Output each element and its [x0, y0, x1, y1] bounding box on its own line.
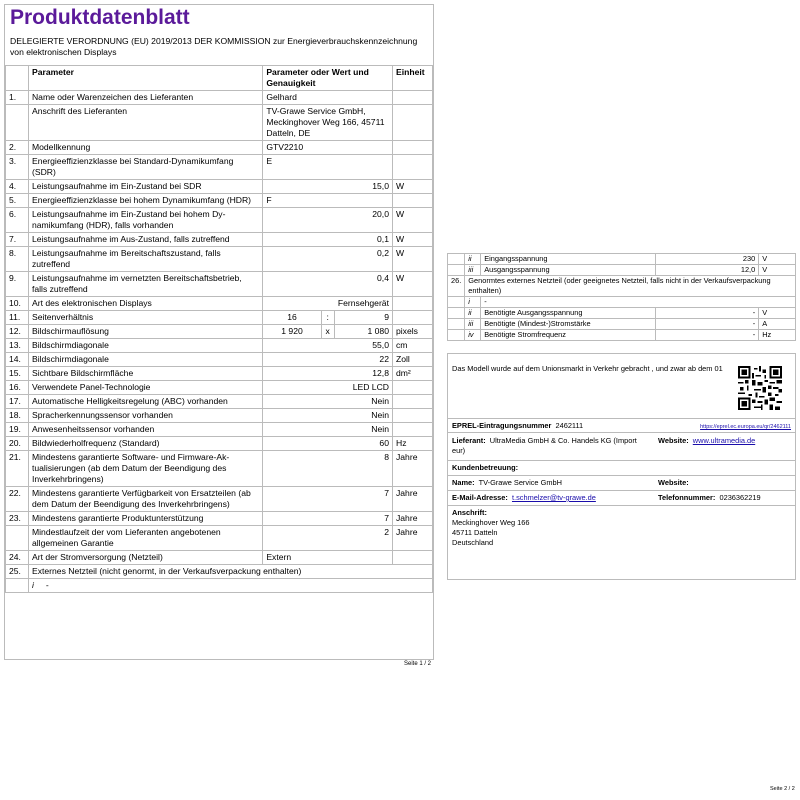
- row-roman: ii: [465, 308, 481, 319]
- table-row: [6, 395, 433, 409]
- row-parameter: Bildschirmdiagonale: [28, 339, 262, 353]
- row-parameter: Genormtes externes Netzteil (oder geeignetes Netzteil, falls nicht in der Verkaufsverpackung enthalten): [465, 276, 796, 297]
- row-parameter: Leistungsaufnahme im Ein-Zustand bei SDR: [28, 180, 262, 194]
- row-number: 13.: [6, 339, 29, 353]
- service-website: [658, 478, 689, 488]
- divider: [448, 418, 795, 419]
- table-row: [6, 155, 433, 180]
- row-unit: Jahre: [392, 512, 432, 526]
- table-row: [6, 451, 433, 487]
- table-row: [448, 319, 796, 330]
- row-value: 15,0: [263, 180, 393, 194]
- row-unit: [392, 551, 432, 565]
- table-row: [448, 254, 796, 265]
- customer-service-heading: Kundenbetreuung:: [452, 463, 519, 472]
- row-unit: [392, 155, 432, 180]
- header-parameter: Parameter: [28, 66, 262, 91]
- row-value: E: [263, 155, 393, 180]
- table-row: [6, 565, 433, 579]
- row-number: 10.: [6, 297, 29, 311]
- divider: [448, 490, 795, 491]
- divider: [448, 505, 795, 506]
- website2-label: Website:: [658, 478, 689, 487]
- row-number: [448, 254, 465, 265]
- table-row: [6, 105, 433, 141]
- row-parameter: Modellkennung: [28, 141, 262, 155]
- row-number: 4.: [6, 180, 29, 194]
- table-row: [6, 339, 433, 353]
- row-value: F: [263, 194, 393, 208]
- row-unit: Hz: [759, 330, 796, 341]
- divider: [448, 432, 795, 433]
- row-number: 16.: [6, 381, 29, 395]
- row-unit: [392, 105, 432, 141]
- row-parameter: Externes Netzteil (nicht genormt, in der Verkaufsverpackung enthalten): [28, 565, 432, 579]
- row-number: 7.: [6, 233, 29, 247]
- qr-code-icon[interactable]: [738, 366, 782, 410]
- row-roman: i: [465, 297, 481, 308]
- row-number: 25.: [6, 565, 29, 579]
- row-value: Gelhard: [263, 91, 393, 105]
- row-unit: [392, 297, 432, 311]
- row-number: 20.: [6, 437, 29, 451]
- row-value: 8: [263, 451, 393, 487]
- row-number: 19.: [6, 423, 29, 437]
- row-parameter: Mindestlaufzeit der vom Lieferanten angebotenen allgemeinen Garantie: [28, 526, 262, 551]
- row-parameter: Mindestens garantierte Verfügbarkeit von Ersatzteilen (ab dem Datum der Beendigung des Inverkehrbringens): [28, 487, 262, 512]
- row-roman: ii: [465, 254, 481, 265]
- row-unit: Jahre: [392, 526, 432, 551]
- table-row: [6, 272, 433, 297]
- row-value-part: :: [321, 311, 334, 324]
- row-unit: V: [759, 308, 796, 319]
- address-line-1: Meckinghover Weg 166: [452, 518, 530, 527]
- phone-value: 0236362219: [719, 493, 761, 502]
- row-parameter: Verwendete Panel-Technologie: [28, 381, 262, 395]
- eprel-number: [452, 421, 583, 431]
- row-value: Nein: [263, 423, 393, 437]
- row-parameter: Art des elektronischen Displays: [28, 297, 262, 311]
- row-value-part: 9: [384, 312, 389, 322]
- row-parameter: Mindestens garantierte Produktunterstützung: [28, 512, 262, 526]
- row-roman: iii: [465, 319, 481, 330]
- row-value: 20,0: [263, 208, 393, 233]
- row-parameter: Leistungsaufnahme im Bereitschaftszustand, falls zutreffend: [28, 247, 262, 272]
- table-row: [6, 233, 433, 247]
- row-value: TV-Grawe Service GmbH, Meckinghover Weg 166, 45711 Datteln, DE: [263, 105, 393, 141]
- row-value-part: 1 080: [367, 326, 389, 336]
- table-row: [448, 265, 796, 276]
- row-parameter: Name oder Warenzeichen des Lieferanten: [28, 91, 262, 105]
- row-value: Nein: [263, 409, 393, 423]
- row-value: 12,8: [263, 367, 393, 381]
- row-number: 11.: [6, 311, 29, 325]
- row-unit: Zoll: [392, 353, 432, 367]
- row-number: 26.: [448, 276, 465, 297]
- address-line-2: 45711 Datteln: [452, 528, 498, 537]
- market-text: Das Modell wurde auf dem Unionsmarkt in Verkehr gebracht , und zwar ab dem 01: [452, 364, 723, 373]
- table-row: [6, 180, 433, 194]
- row-unit: pixels: [392, 325, 432, 339]
- table-row: [6, 512, 433, 526]
- customer-service-label: [452, 463, 518, 473]
- table-row: [6, 487, 433, 512]
- row-value: 2: [263, 526, 393, 551]
- row-unit: W: [392, 247, 432, 272]
- eprel-number-value: 2462111: [555, 421, 584, 430]
- row-value-part: 16: [287, 312, 297, 322]
- address-label: Anschrift:: [452, 508, 487, 517]
- table-row: [6, 141, 433, 155]
- table-row: [448, 276, 796, 297]
- subitem-text: -: [45, 580, 49, 590]
- row-value: -: [656, 308, 759, 319]
- row-number: [6, 526, 29, 551]
- email-link[interactable]: t.schmelzer@tv-grawe.de: [511, 493, 596, 502]
- row-parameter: Automatische Helligkeitsregelung (ABC) vorhanden: [28, 395, 262, 409]
- email-label: E-Mail-Adresse:: [452, 493, 508, 502]
- row-parameter: Ausgangsspannung: [481, 265, 656, 276]
- row-number: 5.: [6, 194, 29, 208]
- row-number: 3.: [6, 155, 29, 180]
- table-row: [6, 367, 433, 381]
- supplier-value: UltraMedia GmbH & Co. Handels KG (Import eur): [452, 436, 637, 455]
- row-number: 15.: [6, 367, 29, 381]
- row-roman: iii: [465, 265, 481, 276]
- supplier: [452, 436, 652, 456]
- row-value: 12,0: [656, 265, 759, 276]
- row-value: 55,0: [263, 339, 393, 353]
- eprel-url-link[interactable]: https://eprel.ec.europa.eu/qr/2462111: [700, 424, 791, 430]
- website-link[interactable]: www.ultramedia.de: [692, 436, 756, 445]
- row-parameter: Energieeffizienzklasse bei Standard-Dynamikumfang (SDR): [28, 155, 262, 180]
- table-row: [6, 194, 433, 208]
- row-unit: V: [759, 254, 796, 265]
- row-parameter: Benötigte Stromfrequenz: [481, 330, 656, 341]
- row-parameter: Spracherkennungssensor vorhanden: [28, 409, 262, 423]
- row-number: [448, 297, 465, 308]
- row-unit: cm: [392, 339, 432, 353]
- row-parameter: Energieeffizienzklasse bei hohem Dynamikumfang (HDR): [28, 194, 262, 208]
- row-value: 230: [656, 254, 759, 265]
- table-row: [6, 325, 433, 339]
- row-value: 22: [263, 353, 393, 367]
- row-number: [448, 319, 465, 330]
- row-value: [263, 311, 393, 325]
- table-row: [6, 579, 433, 593]
- table-row: [6, 311, 433, 325]
- row-number: 18.: [6, 409, 29, 423]
- row-number: 23.: [6, 512, 29, 526]
- supplier-website: [658, 436, 755, 446]
- row-unit: Jahre: [392, 487, 432, 512]
- row-unit: [392, 409, 432, 423]
- row-number: 17.: [6, 395, 29, 409]
- table-header-row: [6, 66, 433, 91]
- website-label: Website:: [658, 436, 689, 445]
- regulation-intro: DELEGIERTE VERORDNUNG (EU) 2019/2013 DER KOMMISSION zur Energieverbrauchskennzeichnung von elektronischen Displays: [10, 36, 418, 57]
- name-value: TV-Grawe Service GmbH: [478, 478, 562, 487]
- row-unit: [392, 194, 432, 208]
- row-value: 7: [263, 512, 393, 526]
- row-number: 2.: [6, 141, 29, 155]
- row-value: LED LCD: [263, 381, 393, 395]
- header-value: Parameter oder Wert und Genauigkeit: [263, 66, 393, 91]
- table-row: [6, 381, 433, 395]
- power-supply-table: [447, 253, 796, 341]
- row-value: -: [656, 330, 759, 341]
- address-block: [452, 508, 530, 548]
- row-value: Nein: [263, 395, 393, 409]
- divider: [448, 475, 795, 476]
- table-row: [448, 308, 796, 319]
- row-parameter: Eingangsspannung: [481, 254, 656, 265]
- row-subitem: [28, 579, 432, 593]
- supplier-label: Lieferant:: [452, 436, 486, 445]
- row-value: [263, 325, 393, 339]
- row-value: GTV2210: [263, 141, 393, 155]
- divider: [448, 460, 795, 461]
- table-row: [6, 247, 433, 272]
- row-parameter: Bildwiederholfrequenz (Standard): [28, 437, 262, 451]
- row-unit: W: [392, 233, 432, 247]
- row-unit: W: [392, 180, 432, 194]
- row-unit: Hz: [392, 437, 432, 451]
- row-value: 0,4: [263, 272, 393, 297]
- row-number: [448, 308, 465, 319]
- table-row: [6, 409, 433, 423]
- table-row: [6, 437, 433, 451]
- row-value: 60: [263, 437, 393, 451]
- eprel-number-label: EPREL-Eintragungsnummer: [452, 421, 552, 430]
- row-unit: V: [759, 265, 796, 276]
- row-number: [6, 579, 29, 593]
- row-unit: dm²: [392, 367, 432, 381]
- roman-numeral: i: [31, 580, 34, 590]
- row-number: 9.: [6, 272, 29, 297]
- table-row: [6, 423, 433, 437]
- table-row: [6, 353, 433, 367]
- table-row: [6, 297, 433, 311]
- row-value: Fernsehgerät: [263, 297, 393, 311]
- row-value-part: 1 920: [281, 326, 303, 336]
- row-number: [448, 265, 465, 276]
- row-unit: [392, 311, 432, 325]
- row-number: 22.: [6, 487, 29, 512]
- row-parameter: Bildschirmdiagonale: [28, 353, 262, 367]
- row-parameter: Bildschirmauflösung: [28, 325, 262, 339]
- row-number: 21.: [6, 451, 29, 487]
- address-line-3: Deutschland: [452, 538, 494, 547]
- page-number: Seite 1 / 2: [404, 661, 432, 667]
- row-number: 24.: [6, 551, 29, 565]
- service-phone: [658, 493, 761, 503]
- row-number: [6, 105, 29, 141]
- table-row: [6, 91, 433, 105]
- row-value-part: x: [321, 325, 334, 338]
- row-parameter: Seitenverhältnis: [28, 311, 262, 325]
- row-unit: W: [392, 272, 432, 297]
- row-unit: [392, 381, 432, 395]
- row-roman: iv: [465, 330, 481, 341]
- row-value: Extern: [263, 551, 393, 565]
- row-number: 12.: [6, 325, 29, 339]
- row-value: 7: [263, 487, 393, 512]
- row-parameter: Benötigte (Mindest-)Stromstärke: [481, 319, 656, 330]
- row-number: 6.: [6, 208, 29, 233]
- row-parameter: Art der Stromversorgung (Netzteil): [28, 551, 262, 565]
- page-number-2: Seite 2 / 2: [770, 786, 795, 792]
- row-value: 0,1: [263, 233, 393, 247]
- product-data-table: [5, 65, 433, 593]
- row-unit: Jahre: [392, 451, 432, 487]
- table-row: [6, 551, 433, 565]
- page-title: Produktdatenblatt: [10, 6, 190, 29]
- row-parameter: Leistungsaufnahme im Aus-Zustand, falls zutreffend: [28, 233, 262, 247]
- header-unit: Einheit: [392, 66, 432, 91]
- service-email: [452, 493, 596, 503]
- table-row: [448, 330, 796, 341]
- row-parameter: Leistungsaufnahme im Ein-Zustand bei hohem Dynamikumfang (HDR), falls vorhanden: [28, 208, 262, 233]
- row-number: 1.: [6, 91, 29, 105]
- table-row: [6, 526, 433, 551]
- row-unit: [392, 141, 432, 155]
- row-parameter: Sichtbare Bildschirmfläche: [28, 367, 262, 381]
- row-parameter: Anwesenheitssensor vorhanden: [28, 423, 262, 437]
- row-value: -: [656, 319, 759, 330]
- row-parameter: Anschrift des Lieferanten: [28, 105, 262, 141]
- row-number: 14.: [6, 353, 29, 367]
- header-number: [6, 66, 29, 91]
- service-name: [452, 478, 562, 488]
- phone-label: Telefonnummer:: [658, 493, 716, 502]
- row-unit: A: [759, 319, 796, 330]
- row-unit: [392, 91, 432, 105]
- row-unit: [392, 395, 432, 409]
- row-parameter: Mindestens garantierte Software- und Firmware-Aktualisierungen (ab dem Datum der Beendigung des Inverkehrbringens): [28, 451, 262, 487]
- table-row: [6, 208, 433, 233]
- row-parameter: -: [481, 297, 796, 308]
- row-unit: W: [392, 208, 432, 233]
- row-parameter: Benötigte Ausgangsspannung: [481, 308, 656, 319]
- row-parameter: Leistungsaufnahme im vernetzten Bereitschaftsbetrieb, falls zutreffend: [28, 272, 262, 297]
- table-row: [448, 297, 796, 308]
- row-number: 8.: [6, 247, 29, 272]
- row-unit: [392, 423, 432, 437]
- row-value: 0,2: [263, 247, 393, 272]
- row-number: [448, 330, 465, 341]
- name-label: Name:: [452, 478, 475, 487]
